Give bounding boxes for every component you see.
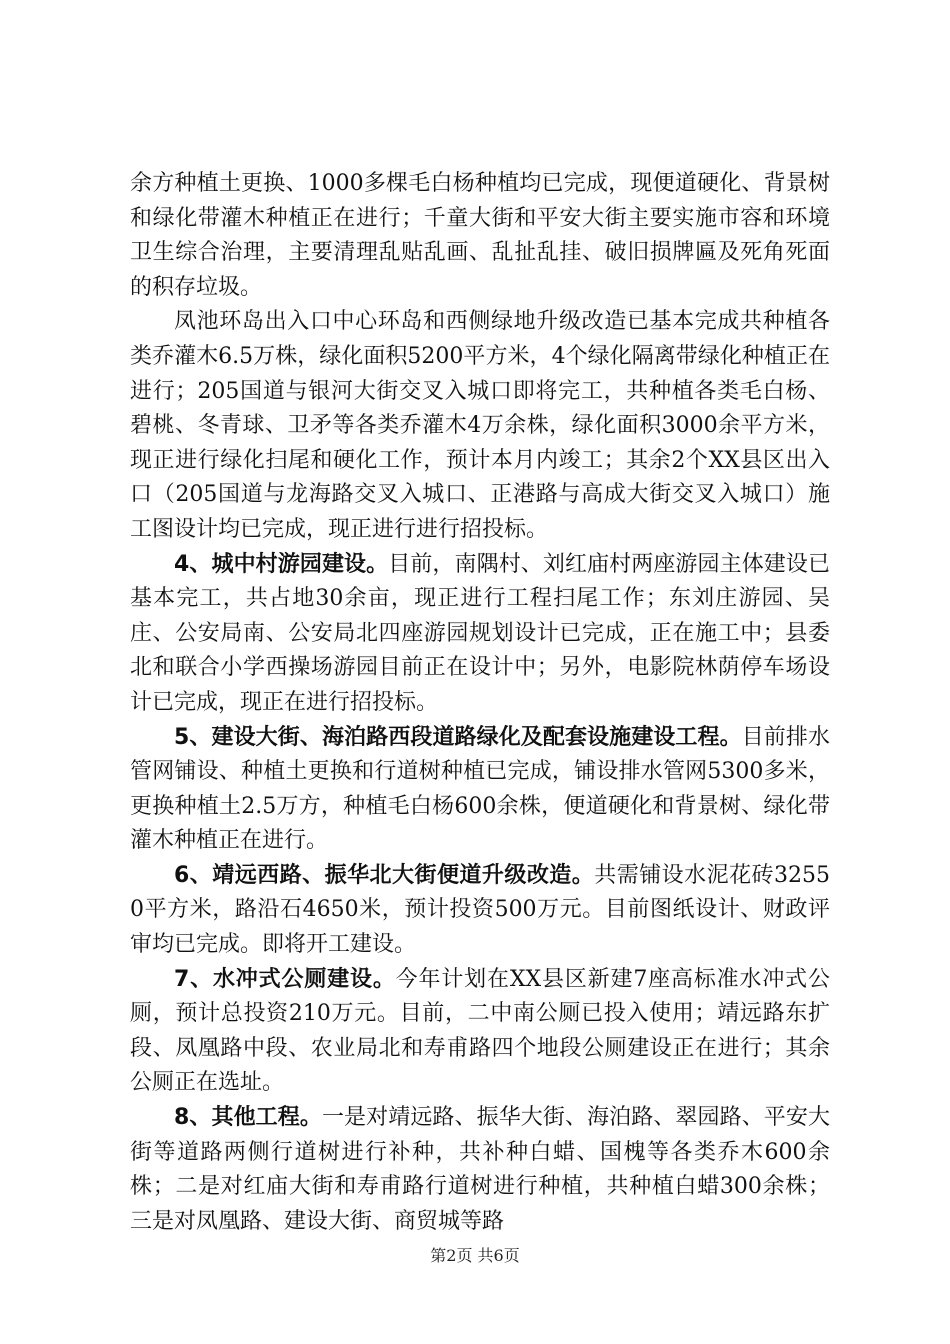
section-heading: 8、其他工程。 <box>174 1105 322 1131</box>
page-footer <box>0 1243 950 1266</box>
section-heading: 7、水冲式公厕建设。 <box>174 966 396 992</box>
paragraph-3 <box>130 548 830 721</box>
section-heading: 4、城中村游园建设。 <box>174 551 389 577</box>
section-heading: 5、建设大街、海泊路西段道路绿化及配套设施建设工程。 <box>174 724 742 750</box>
page-number: 第2页 共6页 <box>430 1246 520 1265</box>
paragraph-6 <box>130 963 830 1101</box>
paragraph-2 <box>130 305 830 547</box>
paragraph-text: 共需铺设水泥花砖32550平方米，路沿石4650米，预计投资500万元。目前图纸设计、财政评审均已完成。即将开工建设。 <box>130 862 830 958</box>
paragraph-text: 余方种植土更换、1000多棵毛白杨种植均已完成，现便道硬化、背景树和绿化带灌木种植正在进行；千童大街和平安大街主要实施市容和环境卫生综合治理，主要清理乱贴乱画、乱扯乱挂、破旧损牌匾及死角死面的积存垃圾。 <box>130 171 830 300</box>
paragraph-text: 今年计划在XX县区新建7座高标准水冲式公厕，预计总投资210万元。目前，二中南公厕已投入使用；靖远路东扩段、凤凰路中段、农业局北和寿甫路四个地段公厕建设正在进行；其余公厕正在选址。 <box>130 966 830 1096</box>
paragraph-1 <box>130 167 830 305</box>
paragraph-4 <box>130 721 830 859</box>
paragraph-text: 一是对靖远路、振华大街、海泊路、翠园路、平安大街等道路两侧行道树进行补种，共补种白蜡、国槐等各类乔木600余株；二是对红庙大街和寿甫路行道树进行种植，共种植白蜡300余株；三是对凤凰路、建设大街、商贸城等路 <box>130 1105 830 1234</box>
section-heading: 6、靖远西路、振华北大街便道升级改造。 <box>174 862 595 888</box>
paragraph-text: 目前排水管网铺设、种植土更换和行道树种植已完成，铺设排水管网5300多米，更换种植土2.5万方，种植毛白杨600余株，便道硬化和背景树、绿化带灌木种植正在进行。 <box>130 724 830 854</box>
paragraph-text: 凤池环岛出入口中心环岛和西侧绿地升级改造已基本完成共种植各类乔灌木6.5万株，绿化面积5200平方米，4个绿化隔离带绿化种植正在进行；205国道与银河大街交叉入城口即将完工，共种植各类毛白杨、碧桃、冬青球、卫矛等各类乔灌木4万余株，绿化面积3000余平方米，现正进行绿化扫尾和硬化工作，预计本月内竣工；其余2个XX县区出入口（205国道与龙海路交叉入城口、正港路与高成大街交叉入城口）施工图设计均已完成，现正进行进行招投标。 <box>130 309 830 542</box>
paragraph-7 <box>130 1101 830 1239</box>
paragraph-5 <box>130 859 830 963</box>
paragraph-text: 目前，南隅村、刘红庙村两座游园主体建设已基本完工，共占地30余亩，现正进行工程扫尾工作；东刘庄游园、吴庄、公安局南、公安局北四座游园规划设计已完成，正在施工中；县委北和联合小学西操场游园目前正在设计中；另外，电影院林荫停车场设计已完成，现正在进行招投标。 <box>130 551 830 715</box>
document-body <box>130 167 830 1239</box>
